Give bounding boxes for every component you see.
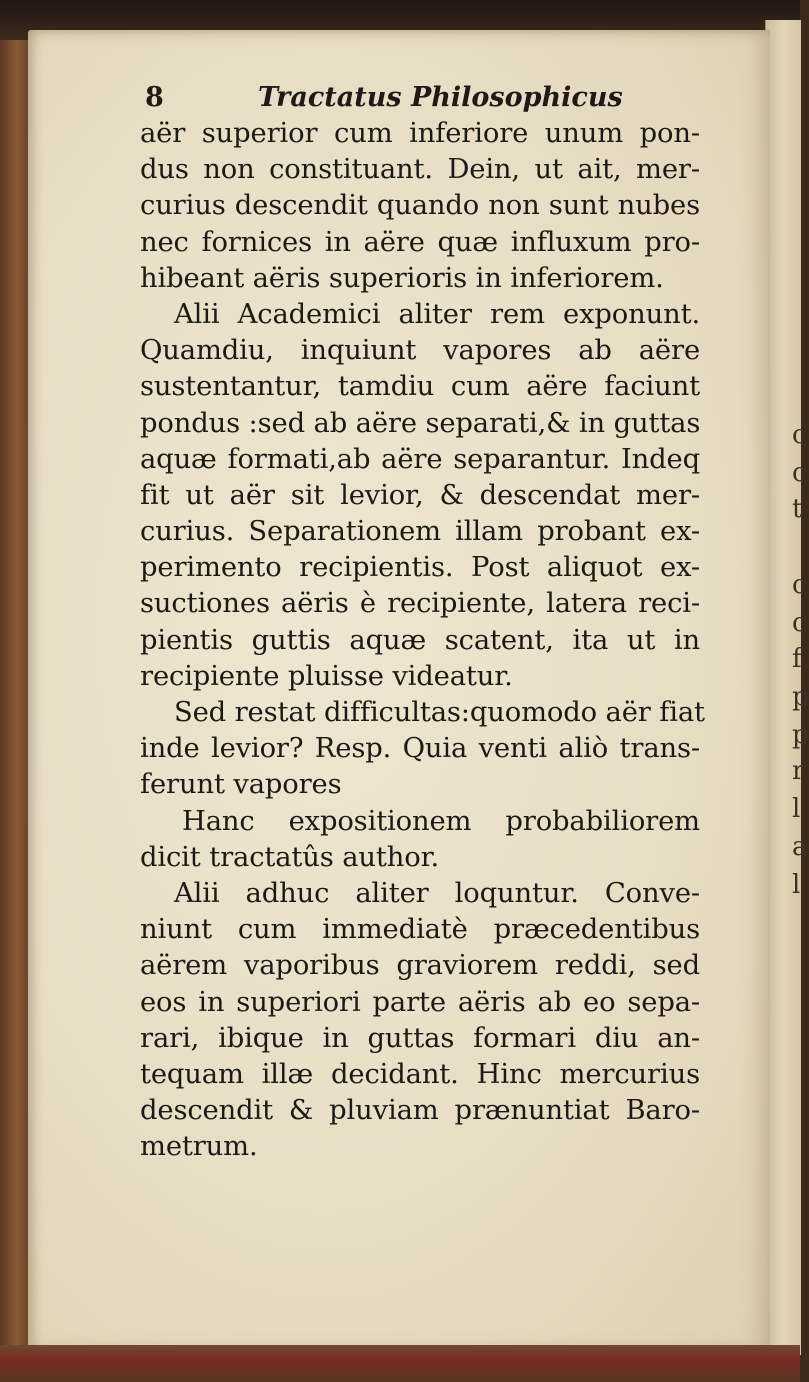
text-line: dicit tractatûs author. <box>140 841 440 873</box>
text-line: rari, ibique in guttas formari diu an- <box>140 1022 700 1054</box>
facing-page-letter: a <box>792 832 808 862</box>
facing-page-letter: p <box>792 682 809 712</box>
paragraph-first-line: Alii Academici aliter rem exponunt. <box>174 298 700 330</box>
text-line: sustentantur, tamdiu cum aëre faciunt <box>140 371 700 403</box>
text-line: perimento recipientis. Post aliquot ex- <box>140 552 700 584</box>
text-line: niunt cum immediatè præcedentibus <box>140 914 700 946</box>
facing-page-letter: p <box>792 720 809 750</box>
text-line: tequam illæ decidant. Hinc mercurius <box>140 1058 700 1090</box>
text-line: Quamdiu, inquiunt vapores ab aëre <box>140 335 700 367</box>
paragraph-first-line: Alii adhuc aliter loquntur. Conve- <box>174 877 700 909</box>
text-line: dus non constituant. Dein, ut ait, mer- <box>140 154 700 186</box>
text-line: suctiones aëris è recipiente, latera reci- <box>140 588 700 620</box>
text-line: fit ut aër sit levior, & descendat mer- <box>140 479 700 511</box>
text-line: recipiente pluisse videatur. <box>140 660 513 692</box>
facing-page-letter: c <box>792 420 807 450</box>
paragraph-first-line: Hanc expositionem probabiliorem <box>182 805 700 837</box>
facing-page-letter: c <box>792 608 807 638</box>
text-line: aquæ formati,ab aëre separantur. Indeq <box>140 443 700 475</box>
facing-page-letter: c <box>792 570 807 600</box>
paragraph-first-line: Sed restat difficultas:quomodo aër fiat <box>174 697 705 728</box>
text-line: aërem vaporibus graviorem reddi, sed <box>140 950 700 982</box>
facing-page-letter: c <box>792 458 807 488</box>
facing-page-edge <box>765 20 809 1355</box>
running-head <box>145 82 625 116</box>
text-line: metrum. <box>140 1131 258 1163</box>
text-line: curius. Separationem illam probant ex- <box>140 516 700 548</box>
facing-page-letter: f <box>792 644 802 674</box>
text-line: nec fornices in aëre quæ influxum pro- <box>140 226 700 258</box>
facing-page-letter: l <box>792 870 801 900</box>
facing-page-letter: l <box>792 794 801 824</box>
page-number: 8 <box>145 82 164 113</box>
text-line: ferunt vapores <box>140 769 342 801</box>
running-title: Tractatus Philosophicus <box>258 82 623 113</box>
text-line: curius descendit quando non sunt nubes <box>140 190 700 222</box>
text-line: pientis guttis aquæ scatent, ita ut in <box>140 624 700 656</box>
text-line: pondus :sed ab aëre separati,& in guttas <box>140 407 701 439</box>
facing-page-letter: r <box>792 756 805 786</box>
text-line: eos in superiori parte aëris ab eo sepa- <box>140 986 700 1018</box>
text-line: hibeant aëris superioris in inferiorem. <box>140 262 664 294</box>
facing-page-letter: t <box>792 494 803 524</box>
text-line: descendit & pluviam prænuntiat Baro- <box>140 1095 700 1127</box>
book-cover-bottom <box>0 1345 800 1382</box>
body-text <box>140 116 705 1165</box>
text-line: inde levior? Resp. Quia venti aliò trans- <box>140 733 700 765</box>
book-binding-edge <box>0 40 28 1382</box>
text-line: aër superior cum inferiore unum pon- <box>140 118 700 149</box>
